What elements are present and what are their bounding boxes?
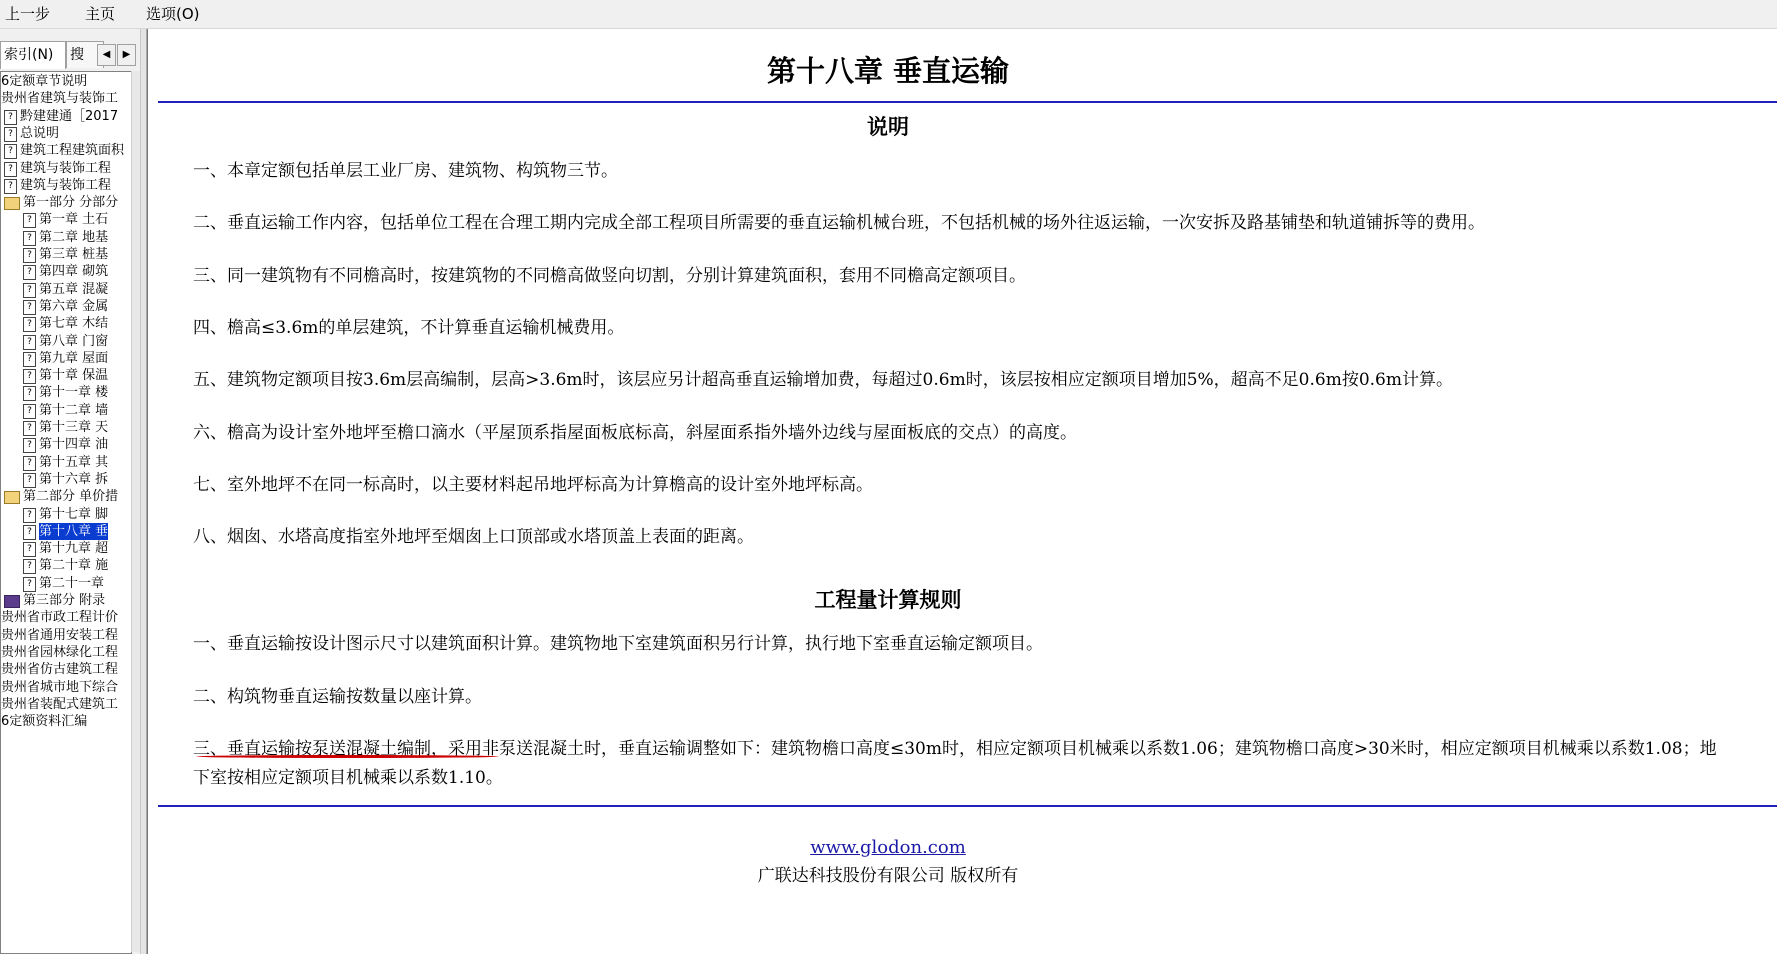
bottom-divider [158,805,1777,807]
note-paragraph: 五、建筑物定额项目按3.6m层高编制，层高>3.6m时，该层应另计超高垂直运输增加费，每超过0.6m时，该层按相应定额项目增加5%，超高不足0.6m按0.6m计算。 [193,370,1453,390]
tree-item[interactable] [1,661,129,678]
tree-item-label: 第七章 木结 [39,316,109,332]
tree-item-label: 第五章 混凝 [39,281,109,297]
tree-item[interactable] [1,506,132,523]
help-page-icon: ? [23,525,36,540]
options-menu[interactable]: 选项(O) [146,5,200,23]
tree-item-label: 贵州省建筑与装饰工 [1,91,119,107]
tree-item[interactable] [1,644,129,661]
note-paragraph: 四、檐高≤3.6m的单层建筑，不计算垂直运输机械费用。 [193,318,625,338]
help-page-icon: ? [23,508,36,523]
note-paragraph: 八、烟囱、水塔高度指室外地坪至烟囱上口顶部或水塔顶盖上表面的距离。 [193,527,754,547]
tree-item[interactable] [1,194,132,211]
tab-scroll-left-icon[interactable]: ◀ [97,44,116,66]
tree-item[interactable] [1,125,132,142]
pane-splitter[interactable] [140,29,147,954]
back-menu[interactable]: 上一步 [5,5,51,23]
tree-item[interactable] [1,229,132,246]
help-page-icon: ? [23,213,36,228]
tree-item[interactable] [1,679,129,696]
tree-item-label: 第十四章 油 [39,437,109,453]
help-page-icon: ? [23,456,36,471]
help-page-icon: ? [4,162,17,177]
tree-item-selected[interactable] [1,523,132,540]
tree-item[interactable] [1,298,132,315]
help-page-icon: ? [23,386,36,401]
tree-item-label: 贵州省市政工程计价 [1,610,119,626]
tree-item[interactable] [1,73,129,90]
tree-item[interactable] [1,384,132,401]
help-page-icon: ? [23,317,36,332]
top-divider [158,101,1777,103]
tree-item[interactable] [1,627,129,644]
tree-item-label: 第十三章 天 [39,420,109,435]
tree-item-label: 建筑工程建筑面积 [20,143,125,159]
tab-index[interactable]: 索引(N) [0,41,66,69]
help-page-icon: ? [23,231,36,246]
help-page-icon: ? [23,421,36,436]
help-page-icon: ? [23,248,36,263]
tree-item-label: 贵州省城市地下综合 [1,679,119,695]
home-menu[interactable]: 主页 [85,5,116,23]
chapter-tree[interactable] [0,71,132,954]
open-book-icon [4,197,20,210]
tree-item[interactable] [1,211,132,228]
open-book-icon [4,491,20,504]
help-page-icon: ? [23,335,36,350]
tree-item-label: 第三部分 附录 [23,593,106,608]
tree-item[interactable] [1,488,132,505]
tree-item-label: 第三章 桩基 [39,247,109,262]
tree-item-label: 第二章 地基 [39,229,109,245]
tree-item-label: 第二十一章 [39,575,105,591]
help-page-icon: ? [23,559,36,574]
tree-item-label: 第十七章 脚 [39,506,109,522]
tree-item-label: 第十二章 墙 [39,402,109,418]
tree-item[interactable] [1,575,132,592]
tree-item[interactable] [1,333,132,350]
menu-bar [0,0,1777,29]
tree-item-label: 第十一章 楼 [39,385,109,401]
tree-item-label: 第十六章 拆 [39,471,109,487]
tree-item-label: 总说明 [20,125,60,141]
tab-scroll-right-icon[interactable]: ▶ [117,44,136,66]
rule-paragraph: 一、垂直运输按设计图示尺寸以建筑面积计算。建筑物地下室建筑面积另行计算，执行地下室垂直运输定额项目。 [193,634,1043,654]
note-paragraph: 一、本章定额包括单层工业厂房、建筑物、构筑物三节。 [193,161,618,181]
tree-item-label: 第一章 土石 [39,212,109,228]
section-title-rules: 工程量计算规则 [814,587,962,612]
tree-item-label: 贵州省装配式建筑工 [1,696,119,712]
tree-item-label: 建筑与装饰工程 [20,177,112,193]
tree-item[interactable] [1,609,129,626]
tree-item[interactable] [1,419,132,436]
tree-item-label: 第十九章 超 [39,541,109,557]
navigation-pane [0,29,140,954]
help-page-icon: ? [23,369,36,384]
help-page-icon: ? [4,110,17,125]
tree-item-label: 贵州省仿古建筑工程 [1,662,119,678]
rule-paragraph: 三、垂直运输按泵送混凝土编制，采用非泵送混凝土时，垂直运输调整如下：建筑物檐口高度≤30m时，相应定额项目机械乘以系数1.06；建筑物檐口高度>30米时，相应定额项目机械乘以系数1.08；地下室按相应定额项目机械乘以系数1.10。 [193,739,1717,788]
help-page-icon: ? [23,438,36,453]
nav-tabs [0,41,140,69]
tree-item-label: 建筑与装饰工程 [20,160,112,176]
tree-item[interactable] [1,471,132,488]
tree-item[interactable] [1,177,132,194]
section-title-notes: 说明 [867,114,909,139]
help-page-icon: ? [23,352,36,367]
help-page-icon: ? [23,265,36,280]
note-paragraph: 三、同一建筑物有不同檐高时，按建筑物的不同檐高做竖向切割，分别计算建筑面积，套用不同檐高定额项目。 [193,266,1026,286]
tree-item[interactable] [1,540,132,557]
tree-item-label: 6定额章节说明 [1,74,88,89]
tree-item[interactable] [1,367,132,384]
help-page-icon: ? [4,144,17,159]
tree-item-label: 黔建建通［2017 [20,108,119,124]
tree-item[interactable] [1,246,132,263]
note-paragraph: 七、室外地坪不在同一标高时，以主要材料起吊地坪标高为计算檐高的设计室外地坪标高。 [193,475,873,495]
tree-item[interactable] [1,315,132,332]
tree-item[interactable] [1,160,132,177]
glodon-link[interactable]: www.glodon.com [810,837,966,858]
tree-item[interactable] [1,90,129,107]
help-page-icon: ? [23,542,36,557]
help-page-icon: ? [23,300,36,315]
tab-search[interactable]: 搜 [66,41,104,68]
red-annotation-underline [196,755,499,758]
copyright-text: 广联达科技股份有限公司 版权所有 [757,866,1019,886]
help-page-icon: ? [23,404,36,419]
tree-item-label: 第十章 保温 [39,368,109,384]
tree-item[interactable] [1,350,132,367]
help-page-icon: ? [4,127,17,142]
help-page-icon: ? [4,179,17,194]
tree-item[interactable] [1,557,132,574]
note-paragraph: 六、檐高为设计室外地坪至檐口滴水（平屋顶系指屋面板底标高，斜屋面系指外墙外边线与屋面板底的交点）的高度。 [193,423,1077,443]
tree-item-label: 第十八章 垂 [39,523,109,539]
content-pane [147,29,1777,954]
help-page-icon: ? [23,283,36,298]
tree-item[interactable] [1,281,132,298]
tree-item[interactable] [1,454,132,471]
tree-item[interactable] [1,592,132,609]
tree-item-label: 第四章 砌筑 [39,264,109,280]
tree-scrollbar[interactable] [131,71,140,952]
tree-item-label: 第二十章 施 [39,558,109,574]
tree-item-label: 第九章 屋面 [39,350,109,366]
help-page-icon: ? [23,577,36,592]
tree-item[interactable] [1,263,132,280]
tree-item-label: 第十五章 其 [39,454,109,470]
tree-item[interactable] [1,713,129,730]
closed-book-icon [4,595,20,608]
tree-item[interactable] [1,402,132,419]
tree-item-label: 第六章 金属 [39,298,109,314]
tree-item-label: 第二部分 单价措 [23,489,119,505]
help-page-icon: ? [23,473,36,488]
tree-item-label: 贵州省通用安装工程 [1,627,119,643]
page-title: 第十八章 垂直运输 [766,54,1010,88]
tree-item[interactable] [1,108,132,125]
tree-item[interactable] [1,142,132,159]
tree-item[interactable] [1,436,132,453]
tree-item[interactable] [1,696,129,713]
tree-item-label: 6定额资料汇编 [1,714,88,730]
tree-item-label: 第八章 门窗 [39,333,109,349]
rule-paragraph: 二、构筑物垂直运输按数量以座计算。 [193,687,482,707]
tree-item-label: 第一部分 分部分 [23,195,119,211]
tree-item-label: 贵州省园林绿化工程 [1,644,119,660]
note-paragraph: 二、垂直运输工作内容，包括单位工程在合理工期内完成全部工程项目所需要的垂直运输机械台班，不包括机械的场外往返运输，一次安拆及路基铺垫和轨道铺拆等的费用。 [193,213,1485,233]
